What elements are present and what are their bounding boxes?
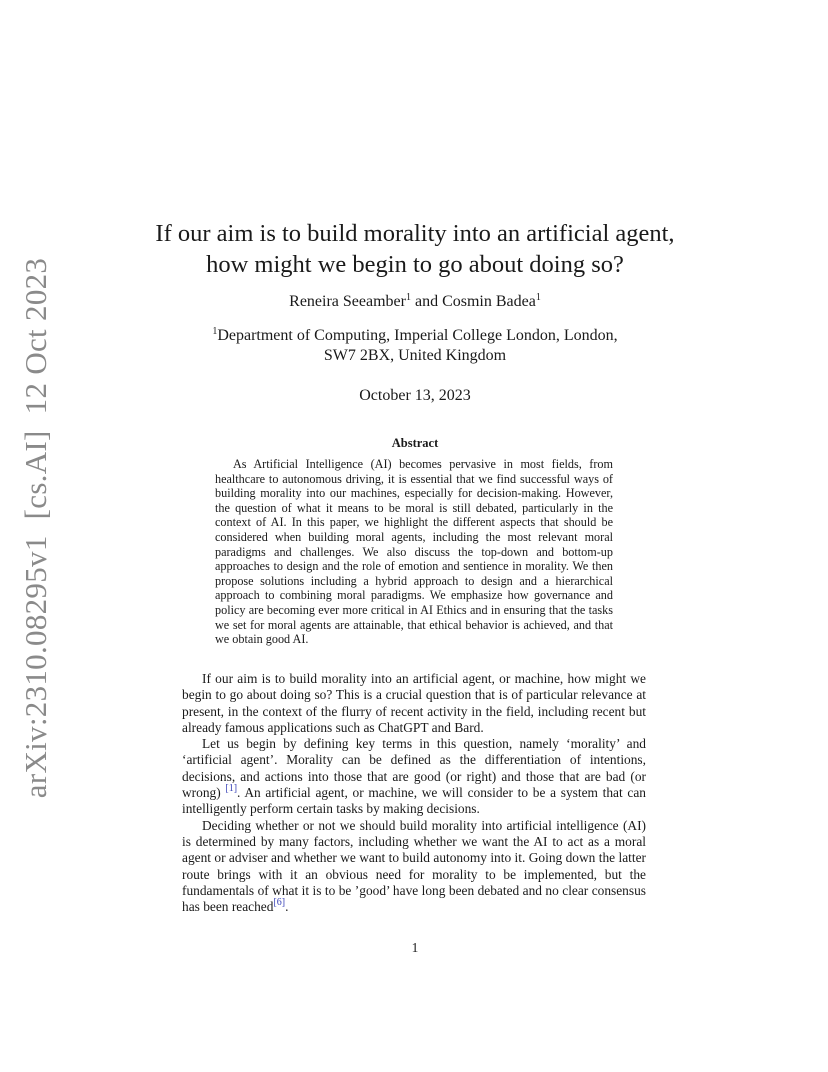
author-connector: and — [410, 293, 443, 310]
author-name: Cosmin Badea — [442, 293, 536, 310]
body-paragraph — [182, 818, 646, 916]
affiliation-line-2: SW7 2BX, United Kingdom — [323, 347, 507, 364]
paper-title: If our aim is to build morality into an artificial agent, how might we begin to go about doing so? — [155, 220, 675, 278]
body-text-run: Deciding whether or not we should build morality into artificial intelligence (AI) is determined by many factors, including whether we want the AI to act as a moral agent or adviser and whether we want to build autonomy into it. Going down the latter route brings with it an obvious need for morality to be implemented, but the fundamentals of what it is to be ’good’ have long been debated and no clear consensus has been reached — [182, 817, 646, 915]
body-text-run: . — [285, 899, 289, 915]
body-paragraph — [182, 736, 646, 817]
page-number: 1 — [411, 940, 419, 955]
arxiv-id[interactable]: arXiv:2310.08295v1 — [18, 535, 53, 799]
affiliation — [150, 326, 680, 366]
affiliation-mark: 1 — [212, 326, 218, 337]
affiliation-line-1-text: Department of Computing, Imperial College London, London, — [217, 327, 618, 344]
arxiv-date: 12 Oct 2023 — [18, 257, 53, 415]
abstract-text: As Artificial Intelligence (AI) becomes pervasive in most fields, from healthcare to autonomous driving, it is essential that we find successful ways of building morality into our machines, especially for decision-making. However, the question of what it means to be moral is still debated, particularly in the context of AI. In this paper, we highlight the different aspects that should be considered when building moral agents, including the most relevant moral paradigms and challenges. We also discuss the top-down and bottom-up approaches to design and the role of emotion and sentience in morality. We then propose solutions including a hybrid approach to design and a hierarchical approach to combining moral paradigms. We emphasize how governance and policy are becoming ever more critical in AI Ethics and in ensuring that the tasks we set for moral agents are attainable, that ethical behavior is achieved, and that we obtain good AI. — [215, 457, 613, 647]
citation-link[interactable]: [6] — [273, 897, 286, 909]
arxiv-stamp — [18, 258, 54, 798]
author-affiliation-mark: 1 — [535, 292, 541, 303]
affiliation-line-1 — [150, 326, 680, 346]
body-text-run: Let us begin by defining key terms in this question, namely ‘morality’ and ‘artificial agent’. Morality can be defined as the differentiation of intentions, decisions, and actions into those that are good (or right) and those that are bad (or wrong) — [182, 736, 646, 801]
citation-link[interactable]: [1] — [225, 783, 238, 795]
paper-date: October 13, 2023 — [359, 387, 471, 404]
author-name: Reneira Seeamber — [289, 293, 406, 310]
arxiv-category: [cs.AI] — [18, 430, 53, 520]
body-text-run: . An artificial agent, or machine, we will consider to be a system that can intelligently perform certain tasks by making decisions. — [182, 785, 646, 817]
body-text — [182, 671, 646, 915]
body-paragraph: If our aim is to build morality into an artificial agent, or machine, how might we begin to go about doing so? This is a crucial question that is of particular relevance at present, in the context of the flurry of recent activity in the field, including recent but already famous applications such as ChatGPT and Bard. — [182, 671, 646, 735]
abstract-heading: Abstract — [391, 436, 439, 450]
author-list — [150, 293, 680, 311]
author-affiliation-mark: 1 — [405, 292, 411, 303]
